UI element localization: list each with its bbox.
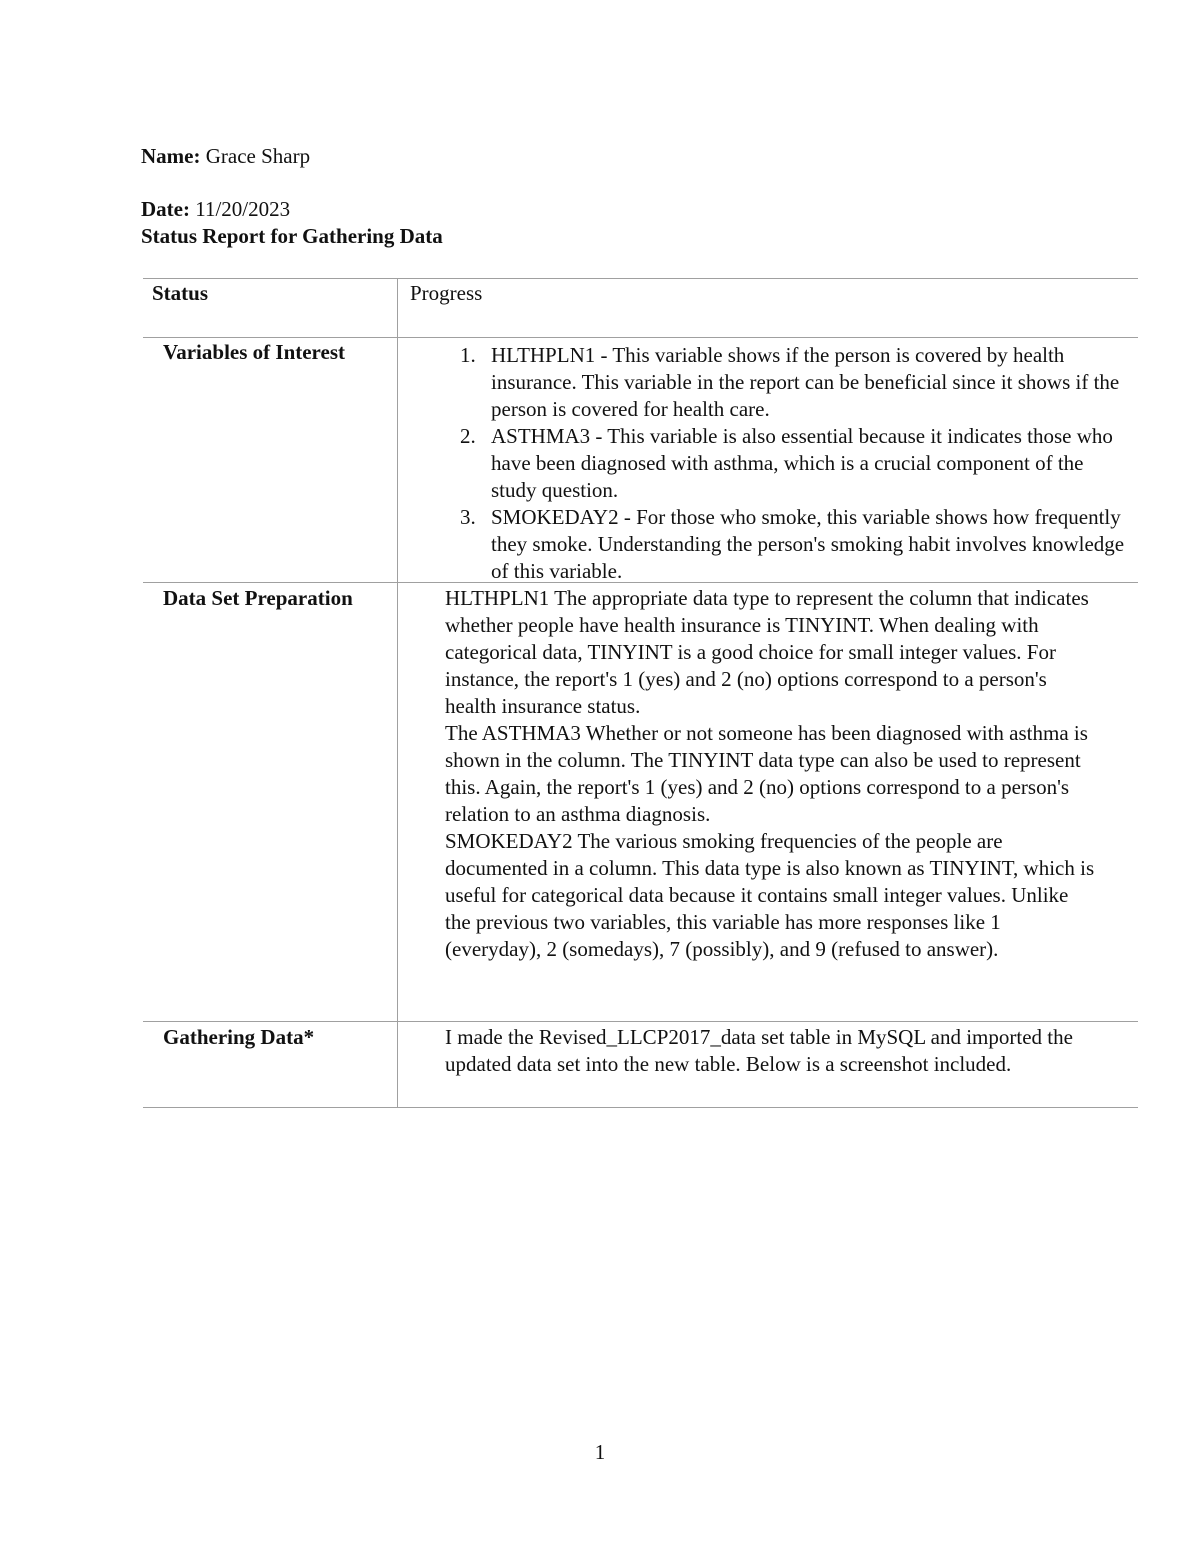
- paragraph: SMOKEDAY2 The various smoking frequencies of the people are documented in a column. This data type is also known as TINYINT, which is useful for categorical data because it contains small integer values. Unlike the previous two variables, this variable has more responses like 1 (everyday), 2 (somedays), 7 (possibly), and 9 (refused to answer).: [445, 829, 1095, 961]
- table-row: [143, 337, 1138, 582]
- list-item: 3. SMOKEDAY2 - For those who smoke, this variable shows how frequently they smoke. Understanding the person's smoking habit involves knowledge of this variable.: [481, 504, 1128, 585]
- name-line: Name: Grace Sharp: [141, 144, 311, 168]
- row-status: Gathering Data*: [143, 1022, 398, 1107]
- paragraph: HLTHPLN1 The appropriate data type to represent the column that indicates whether people have health insurance is TINYINT. When dealing with categorical data, TINYINT is a good choice for small integer values. For instance, the report's 1 (yes) and 2 (no) options correspond to a person's health insurance status.: [445, 586, 1089, 718]
- status-table: [143, 278, 1138, 1108]
- header-progress: Progress: [410, 281, 483, 305]
- date-value: 11/20/2023: [195, 197, 291, 221]
- row-status: Variables of Interest: [143, 338, 398, 582]
- table-row: [143, 582, 1138, 1021]
- header-status: Status: [143, 279, 398, 337]
- name-value: Grace Sharp: [205, 144, 311, 168]
- list-item: 1. HLTHPLN1 - This variable shows if the person is covered by health insurance. This variable in the report can be beneficial since it shows if the person is covered for health care.: [481, 342, 1128, 423]
- paragraph: I made the Revised_LLCP2017_data set table in MySQL and imported the updated data set into the new table. Below is a screenshot included.: [445, 1025, 1073, 1076]
- report-title: Status Report for Gathering Data: [141, 224, 443, 248]
- list-item: 2. ASTHMA3 - This variable is also essential because it indicates those who have been diagnosed with asthma, which is a crucial component of the study question.: [481, 423, 1128, 504]
- table-row: [143, 1021, 1138, 1108]
- paragraph: The ASTHMA3 Whether or not someone has been diagnosed with asthma is shown in the column. The TINYINT data type can also be used to represent this. Again, the report's 1 (yes) and 2 (no) options correspond to a person's relation to an asthma diagnosis.: [445, 721, 1088, 826]
- table-header-row: [143, 278, 1138, 337]
- page-number: 1: [594, 1440, 606, 1464]
- date-line: Date: 11/20/2023: [141, 197, 291, 221]
- row-status: Data Set Preparation: [143, 583, 398, 1021]
- variables-list: [398, 342, 1128, 585]
